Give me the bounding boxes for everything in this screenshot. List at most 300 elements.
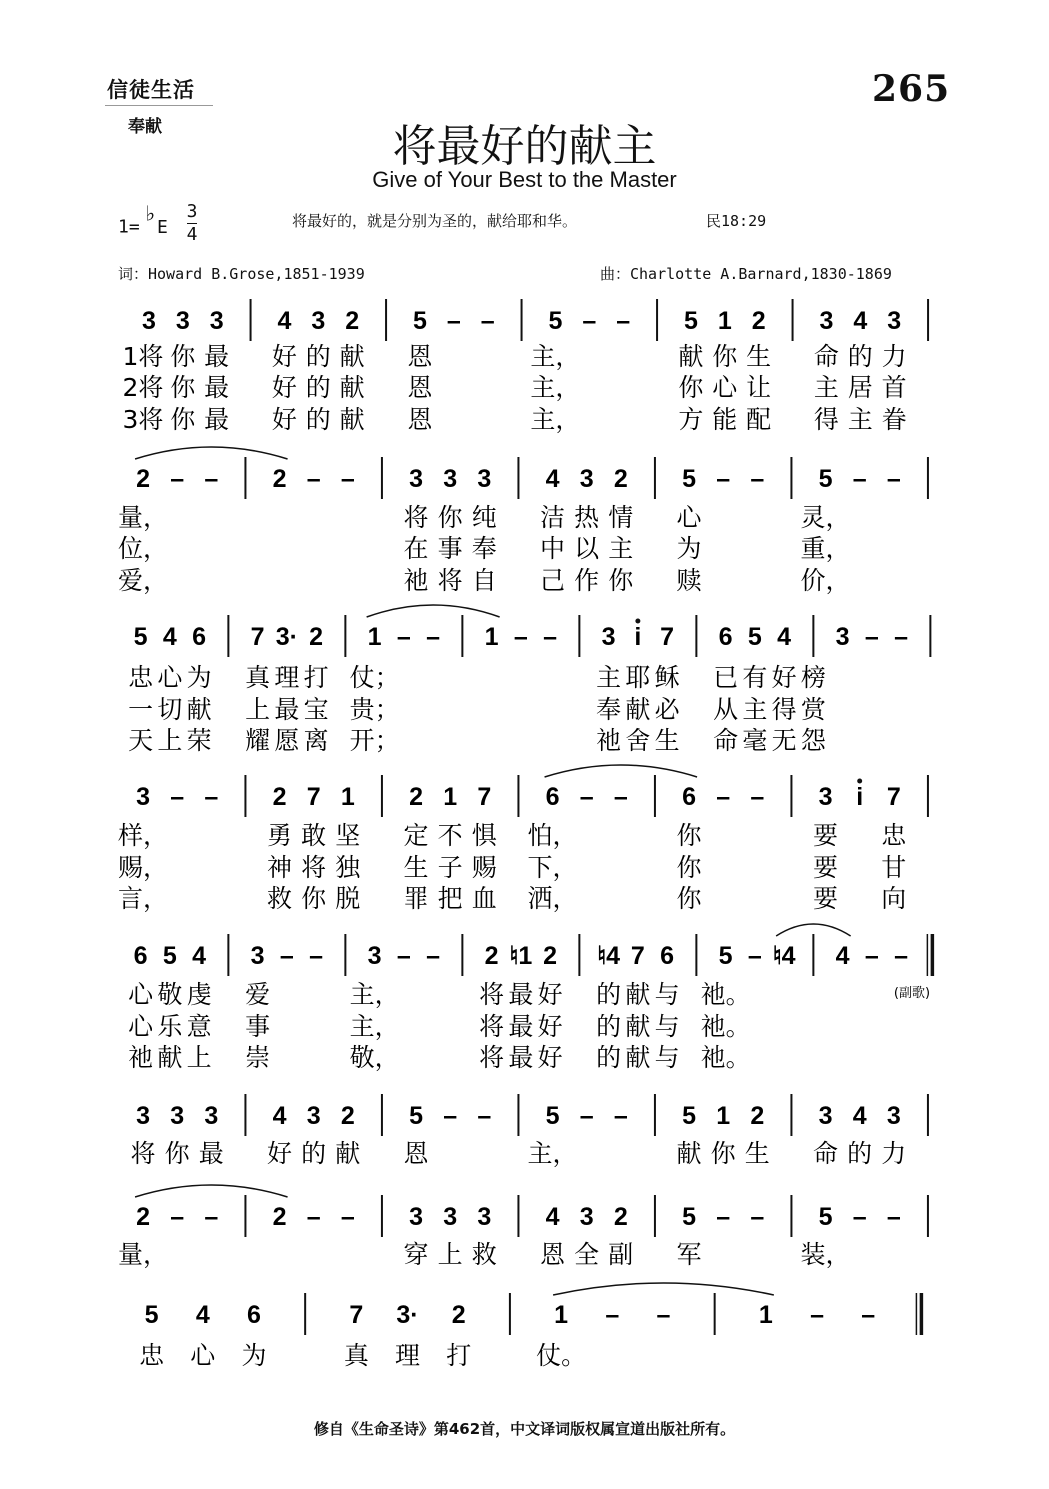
lyric: 的 xyxy=(305,373,331,402)
lyric: 崇 xyxy=(245,1043,271,1072)
note: 3 xyxy=(141,307,156,335)
lyric: 你 xyxy=(676,884,702,913)
lyric: 洒， xyxy=(527,884,578,913)
note: – xyxy=(170,1203,185,1231)
note: 6 xyxy=(660,942,675,970)
note: 3 xyxy=(601,623,616,651)
lyric: 将 xyxy=(301,853,327,882)
note: 2 xyxy=(340,1102,355,1130)
note: 5 xyxy=(682,1102,697,1130)
lyric: 脱 xyxy=(335,884,361,913)
lyric: 献 xyxy=(625,1043,651,1072)
note: 6 xyxy=(192,623,207,651)
lyric: 忠 xyxy=(881,821,907,850)
lyric: 事 xyxy=(245,1012,271,1041)
lyric: 在 xyxy=(403,534,429,563)
lyric: 副 xyxy=(608,1240,634,1269)
note: 3 xyxy=(887,307,902,335)
lyric: 忠 xyxy=(139,1341,165,1370)
note: – xyxy=(443,1102,458,1130)
lyric: 理 xyxy=(395,1341,421,1370)
lyric: 1将 xyxy=(122,342,164,371)
lyric: 切 xyxy=(157,695,183,724)
lyric: 怨 xyxy=(800,726,826,755)
lyric: 最 xyxy=(508,1043,534,1072)
lyric: 中 xyxy=(540,534,566,563)
lyric: 好 xyxy=(271,342,297,371)
lyric: 一 xyxy=(128,695,154,724)
lyric: 定 xyxy=(403,821,429,850)
lyric: 主， xyxy=(527,1139,578,1168)
lyric: 把 xyxy=(437,884,463,913)
lyric: 重， xyxy=(800,534,851,563)
lyric: 纯 xyxy=(471,503,497,532)
note: 7 xyxy=(886,783,901,811)
note: – xyxy=(613,783,628,811)
lyric: 你 xyxy=(301,884,327,913)
note: i xyxy=(634,623,642,651)
key-tonic: E xyxy=(156,216,168,238)
lyric: 情 xyxy=(608,503,634,532)
lyric: 打 xyxy=(446,1341,472,1370)
lyric: 祂。 xyxy=(700,980,751,1009)
lyric: 你 xyxy=(170,405,196,434)
note: – xyxy=(513,623,528,651)
note: – xyxy=(396,623,411,651)
lyric: 真 xyxy=(245,663,271,692)
lyric: 言， xyxy=(118,884,169,913)
lyric: 量， xyxy=(118,1240,169,1269)
lyric: 将 xyxy=(403,503,429,532)
note: 1 xyxy=(717,307,732,335)
lyric: 荣 xyxy=(186,726,212,755)
lyric: 敬 xyxy=(157,980,183,1009)
note: – xyxy=(480,307,495,335)
key-do: 1= xyxy=(118,216,140,238)
note: 3 xyxy=(443,465,458,493)
lyric: 配 xyxy=(746,405,772,434)
lyric: 热 xyxy=(574,503,600,532)
lyric: 最 xyxy=(204,373,230,402)
lyric: 上 xyxy=(437,1240,463,1269)
note: – xyxy=(810,1301,824,1329)
note: 3 xyxy=(409,1203,424,1231)
note: – xyxy=(309,942,324,970)
refrain-label: (副歌) xyxy=(893,986,931,1001)
lyric: 最 xyxy=(508,980,534,1009)
lyric: 主， xyxy=(349,1012,400,1041)
note: 2 xyxy=(309,623,324,651)
lyric: 生 xyxy=(746,342,772,371)
note: – xyxy=(426,623,441,651)
note: 3 xyxy=(443,1203,458,1231)
lyric: 上 xyxy=(245,695,271,724)
lyric: 要 xyxy=(813,884,839,913)
lyric: 以 xyxy=(574,534,600,563)
high-octave-dot xyxy=(635,619,640,624)
tie-slur xyxy=(135,447,288,459)
note: 3 xyxy=(311,307,326,335)
note: – xyxy=(716,465,731,493)
lyric: 爱， xyxy=(118,566,169,595)
tie-slur xyxy=(367,605,500,617)
time-sig-top: 3 xyxy=(186,201,198,222)
lyric: 敬， xyxy=(349,1043,400,1072)
lyric: 祂 xyxy=(596,726,622,755)
note: – xyxy=(340,465,355,493)
lyric: 恩 xyxy=(407,342,433,371)
lyric: 榜 xyxy=(800,663,826,692)
note: 5 xyxy=(548,307,563,335)
note: – xyxy=(716,1203,731,1231)
note: 2 xyxy=(543,942,558,970)
note: 4 xyxy=(853,307,868,335)
note: 3 xyxy=(250,942,265,970)
lyric: 主 xyxy=(742,695,768,724)
lyric: 居 xyxy=(847,373,873,402)
lyric: 仗。 xyxy=(536,1341,587,1370)
note: 5 xyxy=(718,942,733,970)
lyric: 最 xyxy=(274,695,300,724)
note: 4 xyxy=(545,465,560,493)
note: 4 xyxy=(192,942,207,970)
note: 6 xyxy=(682,783,697,811)
note: 2 xyxy=(484,942,499,970)
note: – xyxy=(477,1102,492,1130)
lyric: 你 xyxy=(676,821,702,850)
note: 4 xyxy=(545,1203,560,1231)
lyric: 的 xyxy=(301,1139,327,1168)
epigraph-text: 将最好的，就是分别为圣的，献给耶和华。 xyxy=(292,212,578,230)
lyric: 惧 xyxy=(471,821,497,850)
lyric: 甘 xyxy=(881,853,907,882)
note: 3 xyxy=(819,307,834,335)
note: 2 xyxy=(272,465,287,493)
lyric: 力 xyxy=(881,342,907,371)
lyric: 祂 xyxy=(128,1043,154,1072)
note: – xyxy=(750,783,765,811)
lyric: 主 xyxy=(596,663,622,692)
note: 1 xyxy=(554,1301,569,1329)
lyric: 恩 xyxy=(407,373,433,402)
lyric: 主 xyxy=(847,405,873,434)
lyric: 献 xyxy=(625,980,651,1009)
lyric: 首 xyxy=(881,373,907,402)
lyric: 位， xyxy=(118,534,169,563)
lyric: 虔 xyxy=(186,980,212,1009)
lyric: 心 xyxy=(157,663,183,692)
lyric: 独 xyxy=(335,853,361,882)
lyric: 将 xyxy=(479,1043,505,1072)
note: 2 xyxy=(272,783,287,811)
lyric: 好 xyxy=(267,1139,293,1168)
note: – xyxy=(750,1203,765,1231)
note: 5 xyxy=(162,942,177,970)
note: 3 xyxy=(409,465,424,493)
footer-copyright: 修自《生命圣诗》第462首，中文译词版权属宣道出版社所有。 xyxy=(313,1420,736,1438)
note: 3 xyxy=(886,1102,901,1130)
lyric: 向 xyxy=(881,884,907,913)
lyric: 好 xyxy=(537,1012,563,1041)
lyric: 愿 xyxy=(274,726,300,755)
note: 7 xyxy=(477,783,492,811)
lyric: 你 xyxy=(170,373,196,402)
lyric: 怕， xyxy=(527,821,578,850)
note: 7 xyxy=(250,623,265,651)
note: ♮1 xyxy=(509,942,533,970)
lyric: 坚 xyxy=(335,821,361,850)
note: 1 xyxy=(443,783,458,811)
lyric: 主， xyxy=(530,342,581,371)
lyric: 乐 xyxy=(157,1012,183,1041)
note: – xyxy=(747,942,762,970)
tie-slur xyxy=(135,1185,288,1197)
note: – xyxy=(861,1301,876,1329)
lyric: 命 xyxy=(813,342,839,371)
lyric: 最 xyxy=(198,1139,224,1168)
note: 7 xyxy=(630,942,645,970)
note: 6 xyxy=(545,783,560,811)
note: – xyxy=(613,1102,628,1130)
hymn-number: 265 xyxy=(872,68,951,110)
subcategory-label: 奉献 xyxy=(128,117,162,137)
lyric: 献 xyxy=(676,1139,702,1168)
lyric: 生 xyxy=(654,726,680,755)
lyric: 价， xyxy=(800,566,851,595)
lyric: 军 xyxy=(676,1240,702,1269)
lyric: 将 xyxy=(479,980,505,1009)
lyric: 敢 xyxy=(301,821,327,850)
note: – xyxy=(446,307,461,335)
lyric: 神 xyxy=(267,853,293,882)
lyric: 心 xyxy=(676,503,702,532)
note: 2 xyxy=(750,1102,765,1130)
lyric: 3将 xyxy=(122,405,164,434)
lyric: 必 xyxy=(654,695,680,724)
note: 1 xyxy=(758,1301,773,1329)
lyric: 主， xyxy=(530,405,581,434)
lyric: 罪 xyxy=(403,884,429,913)
note: – xyxy=(616,307,631,335)
note: 6 xyxy=(718,623,733,651)
lyric: 献 xyxy=(678,342,704,371)
category-label: 信徒生活 xyxy=(107,77,195,102)
lyric: 穿 xyxy=(403,1240,429,1269)
lyric: 恩 xyxy=(407,405,433,434)
lyric: 的 xyxy=(847,342,873,371)
note: 3 xyxy=(209,307,224,335)
lyric: 好 xyxy=(271,405,297,434)
note: 4 xyxy=(277,307,292,335)
lyric: 为 xyxy=(676,534,702,563)
lyric: 仗； xyxy=(349,663,400,692)
note: 3 xyxy=(818,1102,833,1130)
lyric: 生 xyxy=(744,1139,770,1168)
note: – xyxy=(886,1203,901,1231)
note: – xyxy=(852,465,867,493)
lyric: 恩 xyxy=(540,1240,566,1269)
note: – xyxy=(396,942,411,970)
note: 4 xyxy=(162,623,177,651)
lyric: 让 xyxy=(746,373,772,402)
lyric: 赐 xyxy=(471,853,497,882)
lyric: 献 xyxy=(157,1043,183,1072)
note: – xyxy=(204,1203,219,1231)
lyric: 的 xyxy=(305,405,331,434)
lyric: 理 xyxy=(274,663,300,692)
lyric: 眷 xyxy=(881,405,907,434)
lyric: 将 xyxy=(437,566,463,595)
lyric: 样， xyxy=(118,821,169,850)
note: 5 xyxy=(412,307,427,335)
lyric: 自 xyxy=(471,566,497,595)
lyric: 恩 xyxy=(403,1139,429,1168)
note: 2 xyxy=(751,307,766,335)
lyric: 献 xyxy=(339,342,365,371)
lyric: 上 xyxy=(157,726,183,755)
note: – xyxy=(894,623,909,651)
lyric: 的 xyxy=(305,342,331,371)
lyric: 心 xyxy=(128,1012,154,1041)
lyric: 方 xyxy=(678,405,704,434)
note: – xyxy=(279,942,294,970)
note: – xyxy=(426,942,441,970)
lyric: 的 xyxy=(596,980,622,1009)
lyric: 主， xyxy=(530,373,581,402)
note: i xyxy=(856,783,864,811)
note: – xyxy=(579,783,594,811)
lyric: 的 xyxy=(847,1139,873,1168)
note: – xyxy=(605,1301,620,1329)
note: 3· xyxy=(396,1301,419,1329)
lyric: 心 xyxy=(190,1341,216,1370)
note: 3 xyxy=(818,783,833,811)
lyric: 将 xyxy=(130,1139,156,1168)
lyric: 赐， xyxy=(118,853,169,882)
lyric: 事 xyxy=(437,534,463,563)
lyric: 命 xyxy=(813,1139,839,1168)
lyric: 天 xyxy=(128,726,154,755)
lyric: 献 xyxy=(186,695,212,724)
note: 3 xyxy=(175,307,190,335)
note: 2 xyxy=(613,1203,628,1231)
note: 2 xyxy=(272,1203,287,1231)
lyric: 最 xyxy=(508,1012,534,1041)
lyric: 与 xyxy=(654,980,680,1009)
note: 3 xyxy=(477,1203,492,1231)
hymn-title: 将最好的献主 xyxy=(392,121,657,172)
lyric: 赎 xyxy=(676,566,702,595)
lyric: 要 xyxy=(813,853,839,882)
lyric: 不 xyxy=(437,821,463,850)
lyric: 赏 xyxy=(800,695,826,724)
lyric: 子 xyxy=(437,853,463,882)
note: 3 xyxy=(579,1203,594,1231)
lyric: 离 xyxy=(303,726,329,755)
lyric: 从 xyxy=(713,695,739,724)
lyric: 奉 xyxy=(596,695,622,724)
note: 5 xyxy=(682,1203,697,1231)
note: 7 xyxy=(349,1301,364,1329)
note: 2 xyxy=(451,1301,466,1329)
lyric: 耀 xyxy=(245,726,271,755)
lyric: 救 xyxy=(267,884,293,913)
lyric: 好 xyxy=(537,1043,563,1072)
note: 3 xyxy=(367,942,382,970)
lyric: 量， xyxy=(118,503,169,532)
note: 2 xyxy=(136,465,151,493)
note: – xyxy=(543,623,558,651)
lyric: 祂 xyxy=(403,566,429,595)
lyric: 好 xyxy=(271,373,297,402)
lyric: 勇 xyxy=(267,821,293,850)
lyric: 洁 xyxy=(540,503,566,532)
lyric: 最 xyxy=(204,405,230,434)
lyric: 的 xyxy=(596,1012,622,1041)
lyric: 好 xyxy=(771,663,797,692)
lyric: 最 xyxy=(204,342,230,371)
note: 6 xyxy=(133,942,148,970)
time-sig-bottom: 4 xyxy=(186,224,198,245)
flat-sign: ♭ xyxy=(143,201,157,227)
lyric: 你 xyxy=(712,342,738,371)
note: 5 xyxy=(818,465,833,493)
note: ♮4 xyxy=(597,942,621,970)
lyric: 献 xyxy=(625,1012,651,1041)
lyric: 意 xyxy=(186,1012,212,1041)
lyric: 舍 xyxy=(625,726,651,755)
lyric: 贵； xyxy=(349,695,400,724)
note: – xyxy=(306,465,321,493)
note: – xyxy=(894,942,909,970)
note: – xyxy=(170,465,185,493)
lyric: 你 xyxy=(676,853,702,882)
hymn-title-english: Give of Your Best to the Master xyxy=(372,167,677,192)
lyric: 毫 xyxy=(742,726,768,755)
note: 2 xyxy=(345,307,360,335)
note: 4 xyxy=(777,623,792,651)
lyric: 真 xyxy=(343,1341,369,1370)
lyric: 主， xyxy=(349,980,400,1009)
lyric: 救 xyxy=(471,1240,497,1269)
lyric: 献 xyxy=(339,373,365,402)
note: 1 xyxy=(716,1102,731,1130)
lyric: 开； xyxy=(349,726,400,755)
note: – xyxy=(579,1102,594,1130)
note: 5 xyxy=(683,307,698,335)
note: 5 xyxy=(682,465,697,493)
lyric: 全 xyxy=(574,1240,600,1269)
note: 3 xyxy=(136,1102,151,1130)
lyric: 要 xyxy=(813,821,839,850)
lyric: 将 xyxy=(479,1012,505,1041)
note: 3 xyxy=(170,1102,185,1130)
tie-slur xyxy=(553,1283,774,1295)
note: 5 xyxy=(545,1102,560,1130)
note: – xyxy=(582,307,597,335)
note: – xyxy=(716,783,731,811)
music-credit: 曲：Charlotte A.Barnard,1830-1869 xyxy=(600,265,892,283)
note: 3 xyxy=(306,1102,321,1130)
lyric: 宝 xyxy=(303,695,329,724)
lyric: 献 xyxy=(335,1139,361,1168)
note: 3 xyxy=(835,623,850,651)
note: 3· xyxy=(275,623,298,651)
lyric: 下， xyxy=(527,853,578,882)
lyric: 得 xyxy=(771,695,797,724)
note: 3 xyxy=(204,1102,219,1130)
epigraph-reference: 民18:29 xyxy=(706,212,767,230)
